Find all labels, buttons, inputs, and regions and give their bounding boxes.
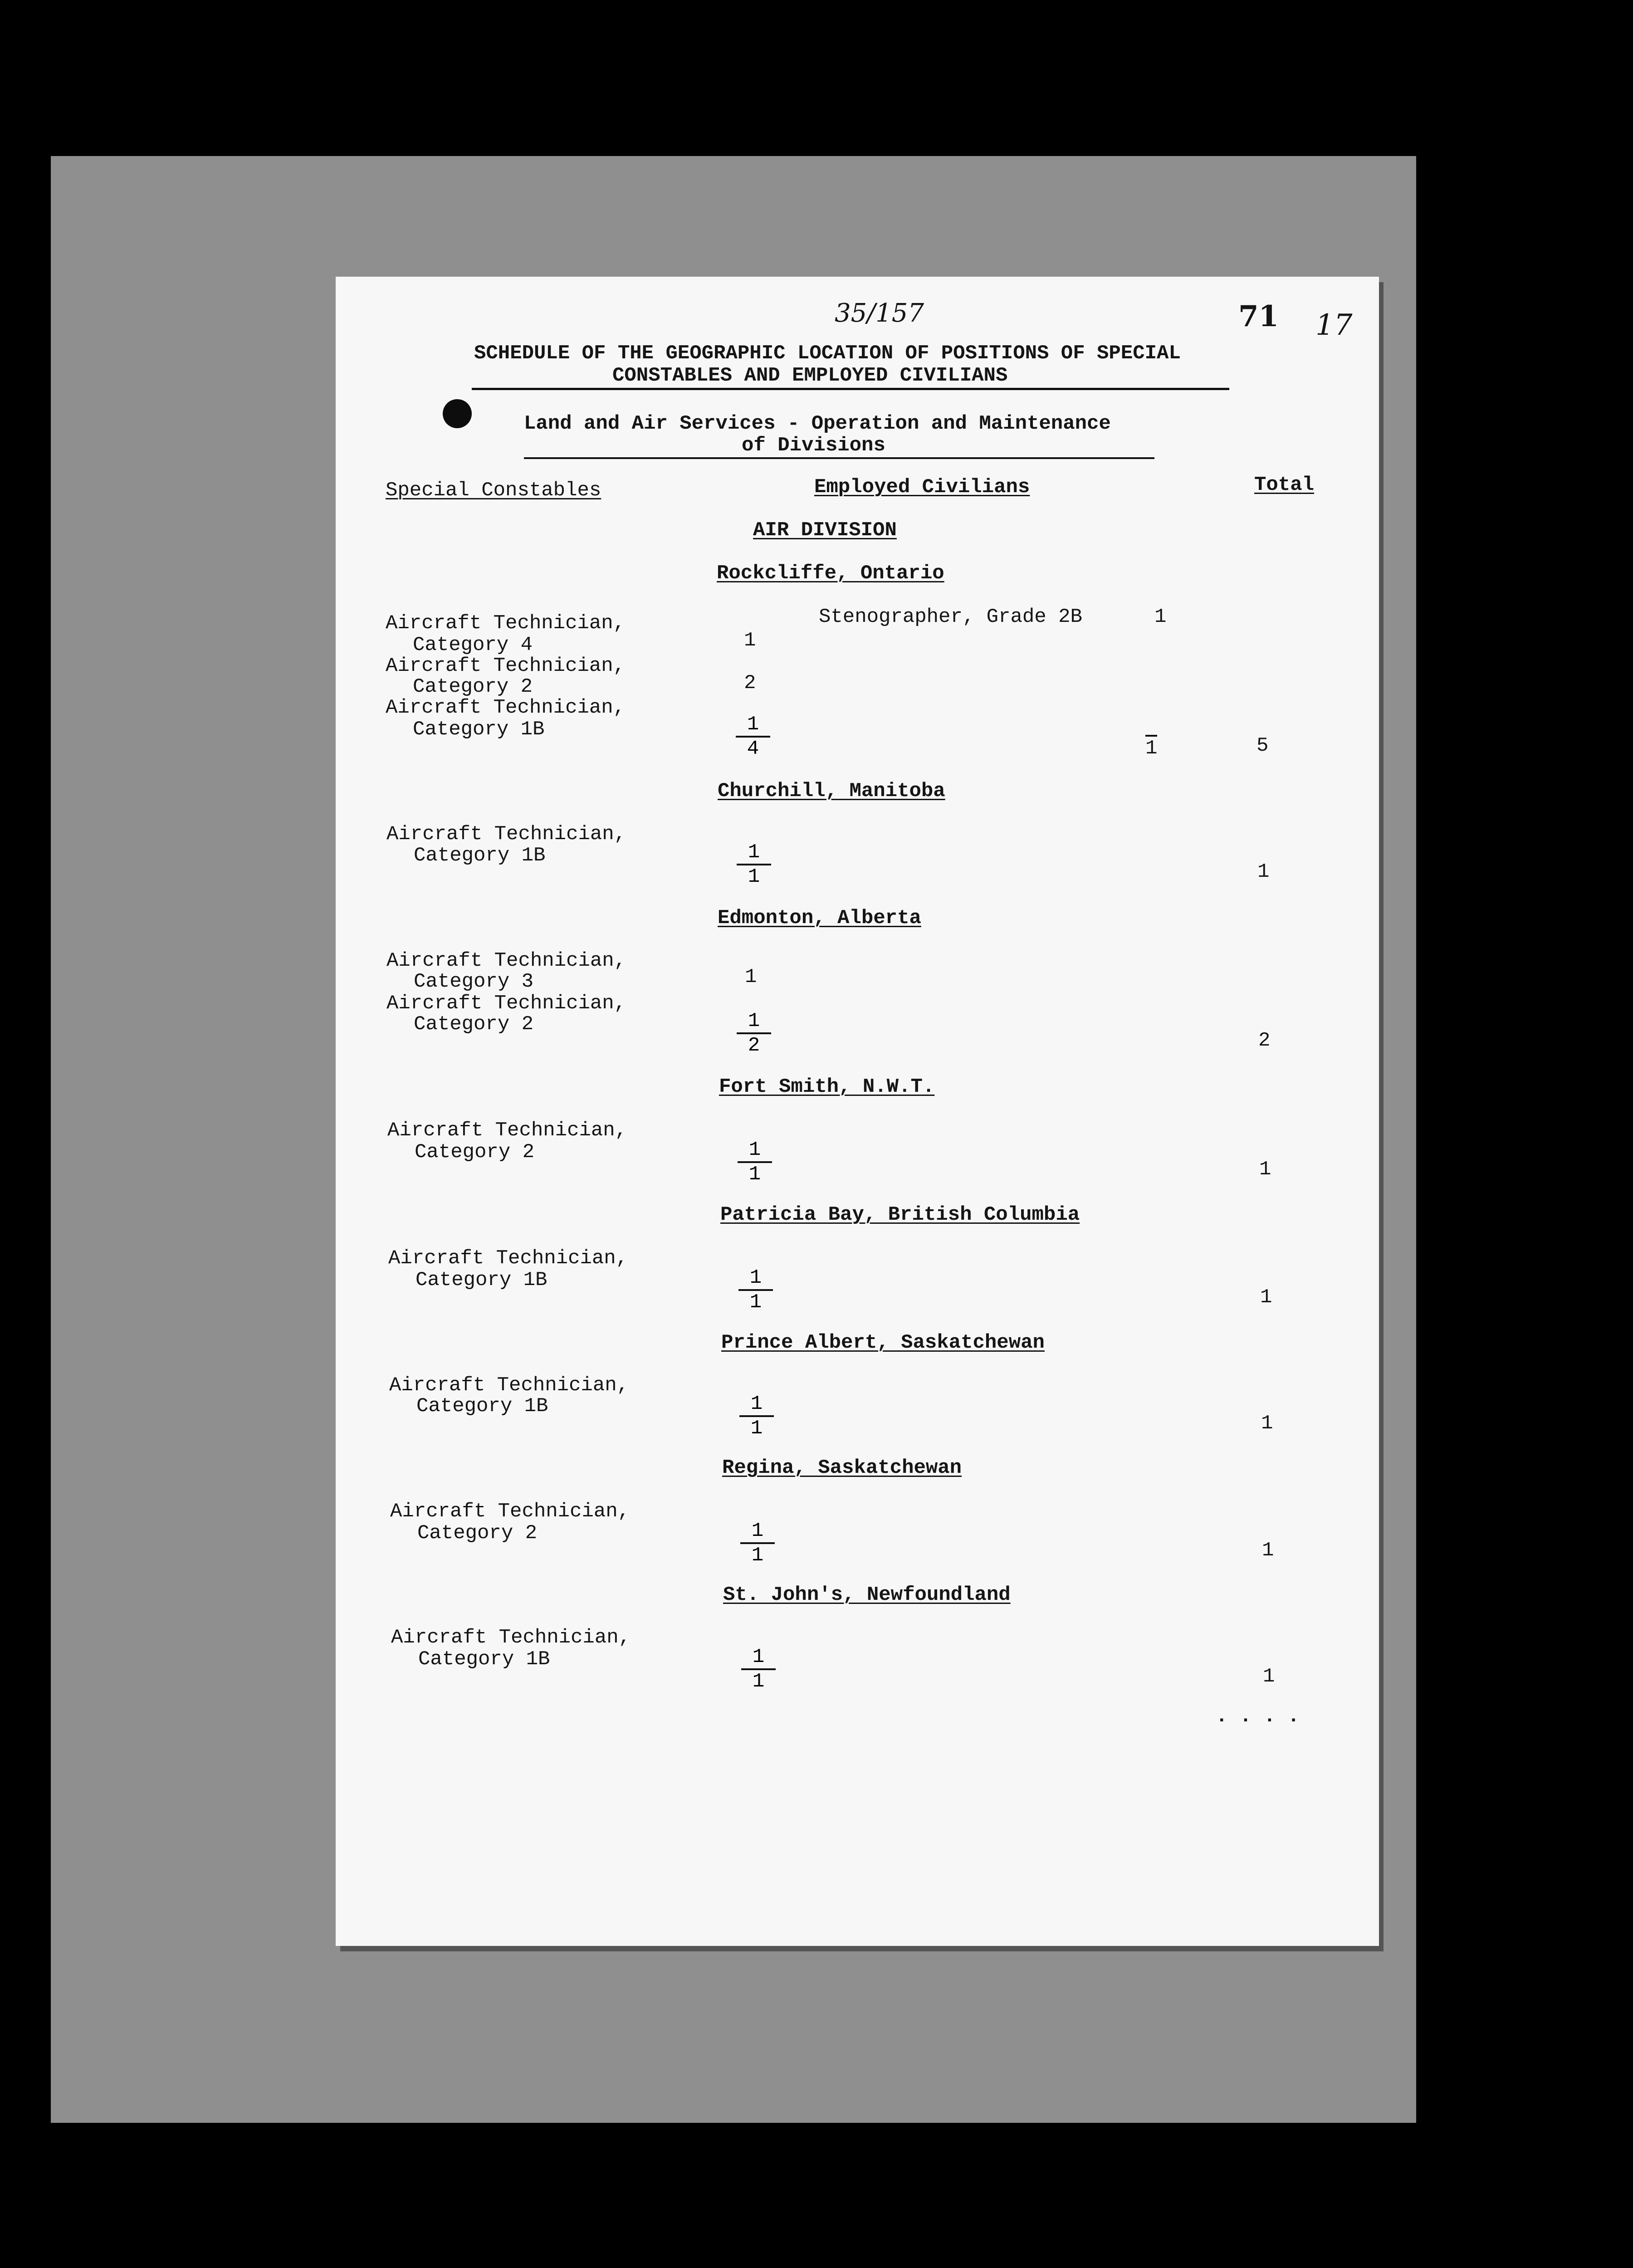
position-count: 1 [745,966,757,988]
handwritten-folio: 17 [1315,308,1353,342]
location-fort-smith: Fort Smith, N.W.T. [719,1075,935,1098]
position-label: Aircraft Technician, [388,1247,628,1270]
position-category: Category 1B [418,1648,550,1671]
location-total: 5 [1257,734,1269,757]
position-category: Category 2 [415,1141,535,1163]
position-label: Aircraft Technician, [391,1626,631,1649]
location-prince-albert: Prince Albert, Saskatchewan [721,1331,1045,1354]
position-category: Category 1B [414,844,546,867]
subtotal-fraction [745,1647,772,1692]
count: 1 [749,1266,762,1289]
count: 1 [751,1520,764,1542]
document-page [336,277,1379,1946]
subtitle-line-2: of Divisions [742,434,885,457]
location-regina: Regina, Saskatchewan [722,1457,962,1479]
position-category: Category 1B [413,718,545,741]
position-count: 2 [744,672,756,694]
position-label: Aircraft Technician, [386,992,626,1015]
subtotal: 1 [749,1291,762,1314]
subtotal-fraction [744,1520,771,1566]
location-total: 1 [1261,1412,1273,1435]
subtotal: 2 [748,1034,760,1057]
position-category: Category 4 [413,634,533,656]
subtotal-fraction [739,714,767,759]
subtotal-fraction [740,842,768,887]
location-edmonton: Edmonton, Alberta [718,907,921,929]
title-rule [472,388,1229,390]
title-line-1: SCHEDULE OF THE GEOGRAPHIC LOCATION OF POSITIONS OF SPECIAL [474,342,1181,365]
header-total: Total [1254,474,1315,496]
count: 1 [747,713,759,736]
subtitle-line-1: Land and Air Services - Operation and Maintenance [524,412,1111,435]
position-category: Category 2 [414,1013,534,1036]
location-total: 1 [1262,1539,1274,1562]
position-category: Category 2 [413,675,533,698]
location-total: 1 [1257,860,1270,883]
civilian-count: 1 [1154,606,1167,628]
position-count: 1 [744,629,756,652]
position-label: Aircraft Technician, [387,1119,627,1142]
position-category: Category 1B [416,1269,548,1291]
header-special-constables: Special Constables [386,479,601,502]
punch-hole [443,399,472,428]
count: 1 [748,1139,761,1161]
position-category: Category 1B [416,1395,548,1418]
page-number: 71 [1238,299,1279,333]
count: 1 [748,1010,760,1032]
subtotal-fraction [743,1393,770,1439]
position-label: Aircraft Technician, [390,1500,630,1523]
subtotal: 4 [747,738,759,760]
location-total: 1 [1260,1286,1272,1309]
division-heading: AIR DIVISION [753,519,897,542]
title-line-2: CONSTABLES AND EMPLOYED CIVILIANS [612,364,1008,387]
location-total: 2 [1258,1029,1271,1052]
civilian-title: Stenographer, Grade 2B [819,606,1082,628]
subtotal: 1 [751,1544,764,1567]
subtotal: 1 [748,865,760,888]
position-category: Category 2 [417,1522,538,1545]
position-label: Aircraft Technician, [386,949,626,972]
subtotal-fraction [742,1267,769,1313]
count: 1 [750,1393,763,1415]
position-label: Aircraft Technician, [386,655,626,677]
position-label: Aircraft Technician, [386,696,626,719]
subtotal: 1 [752,1670,765,1693]
count: 1 [748,841,760,864]
subtotal: 1 [750,1417,763,1440]
subtotal-fraction [740,1011,768,1056]
position-category: Category 3 [414,970,534,993]
civilian-subtotal: 1 [1145,735,1157,759]
location-churchill: Churchill, Manitoba [718,780,945,802]
continuation-dots: . . . . [1216,1705,1300,1728]
count: 1 [752,1646,765,1668]
location-patricia-bay: Patricia Bay, British Columbia [720,1203,1080,1226]
subtotal-fraction [741,1139,768,1185]
position-label: Aircraft Technician, [389,1374,629,1397]
subtitle-rule [524,457,1154,459]
position-label: Aircraft Technician, [386,823,626,846]
position-label: Aircraft Technician, [386,612,626,635]
location-rockcliffe: Rockcliffe, Ontario [717,562,944,585]
subtotal: 1 [748,1163,761,1186]
handwritten-file-ref: 35/157 [835,298,924,328]
location-total: 1 [1259,1158,1271,1181]
header-employed-civilians: Employed Civilians [814,476,1030,499]
location-st-johns: St. John's, Newfoundland [723,1584,1011,1606]
location-total: 1 [1263,1665,1275,1688]
